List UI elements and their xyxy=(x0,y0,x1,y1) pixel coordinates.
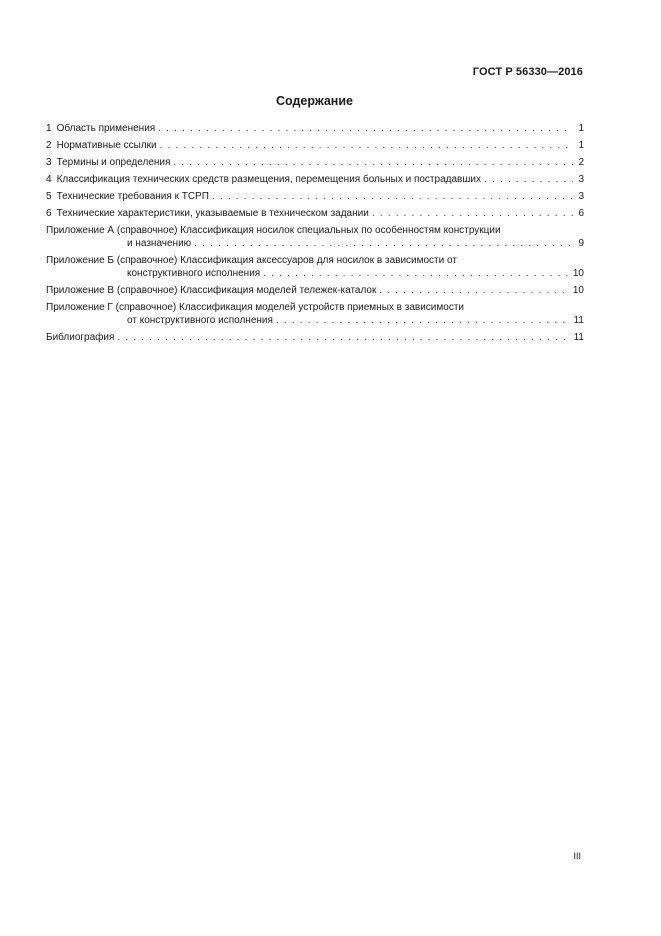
toc-appendix-title: Приложение Б (справочное) Классификация аксессуаров для носилок в зависимости от xyxy=(46,255,457,266)
leader-dots xyxy=(212,190,573,203)
toc-entry-page: 11 xyxy=(573,315,584,326)
toc-entry-page: 1 xyxy=(578,140,584,151)
leader-dots xyxy=(484,173,573,186)
toc-appendix-title: Приложение А (справочное) Классификация носилок специальных по особенностям конструкции xyxy=(46,225,501,236)
toc-entry-6[interactable] xyxy=(46,207,584,220)
page-number: III xyxy=(573,851,581,861)
toc-entry-title: Технические требования к ТСРП xyxy=(56,191,209,202)
toc-entry-title: Технические характеристики, указываемые в техническом задании xyxy=(56,208,369,219)
toc-appendix-title-cont: конструктивного исполнения xyxy=(127,268,261,279)
toc-entry-page: 3 xyxy=(578,174,584,185)
leader-dots xyxy=(173,156,573,169)
toc-appendix-title: Приложение Г (справочное) Классификация моделей устройств приемных в зависимости xyxy=(46,302,464,313)
toc-appendix-v[interactable] xyxy=(46,284,584,297)
toc-bibliography-title: Библиография xyxy=(46,332,115,343)
toc-entry-page: 6 xyxy=(578,208,584,219)
toc-entry-number: 3 xyxy=(46,157,52,168)
toc-entry-5[interactable] xyxy=(46,190,584,203)
standard-code: ГОСТ Р 56330—2016 xyxy=(472,66,583,78)
toc-entry-title: Термины и определения xyxy=(56,157,171,168)
toc-entry-page: 2 xyxy=(578,157,584,168)
toc-entry-number: 1 xyxy=(46,123,52,134)
leader-dots xyxy=(379,284,570,297)
toc-appendix-title: Приложение В (справочное) Классификация моделей тележек-каталок xyxy=(46,285,377,296)
toc-appendix-b[interactable] xyxy=(46,254,584,280)
toc-appendix-title-cont: от конструктивного исполнения xyxy=(127,315,273,326)
toc-appendix-g[interactable] xyxy=(46,301,584,327)
toc-entry-number: 5 xyxy=(46,191,52,202)
toc-entry-page: 10 xyxy=(572,285,584,296)
toc-entry-page: 10 xyxy=(572,268,584,279)
toc-title: Содержание xyxy=(275,94,353,108)
leader-dots xyxy=(263,267,570,280)
toc-entry-page: 3 xyxy=(578,191,584,202)
toc-entry-title: Классификация технических средств размещения, перемещения больных и пострадавших xyxy=(56,174,481,185)
toc-entry-number: 4 xyxy=(46,174,52,185)
toc-entry-4[interactable] xyxy=(46,173,584,186)
toc-entry-number: 6 xyxy=(46,208,52,219)
toc-entry-2[interactable] xyxy=(46,139,584,152)
toc-entry-page: 1 xyxy=(578,123,584,134)
toc-entry-title: Область применения xyxy=(56,123,156,134)
toc-entry-number: 2 xyxy=(46,140,52,151)
leader-dots xyxy=(372,207,573,220)
toc-entry-page: 9 xyxy=(578,238,584,249)
leader-dots xyxy=(194,237,573,250)
leader-dots xyxy=(158,122,573,135)
toc-entry-page: 11 xyxy=(573,332,584,343)
leader-dots xyxy=(117,331,570,344)
leader-dots xyxy=(276,314,571,327)
toc-entry-title: Нормативные ссылки xyxy=(56,140,157,151)
table-of-contents xyxy=(46,122,584,348)
toc-appendix-title-cont: и назначению xyxy=(127,238,192,249)
toc-bibliography[interactable] xyxy=(46,331,584,344)
toc-entry-1[interactable] xyxy=(46,122,584,135)
leader-dots xyxy=(160,139,573,152)
toc-entry-3[interactable] xyxy=(46,156,584,169)
toc-appendix-a[interactable] xyxy=(46,224,584,250)
